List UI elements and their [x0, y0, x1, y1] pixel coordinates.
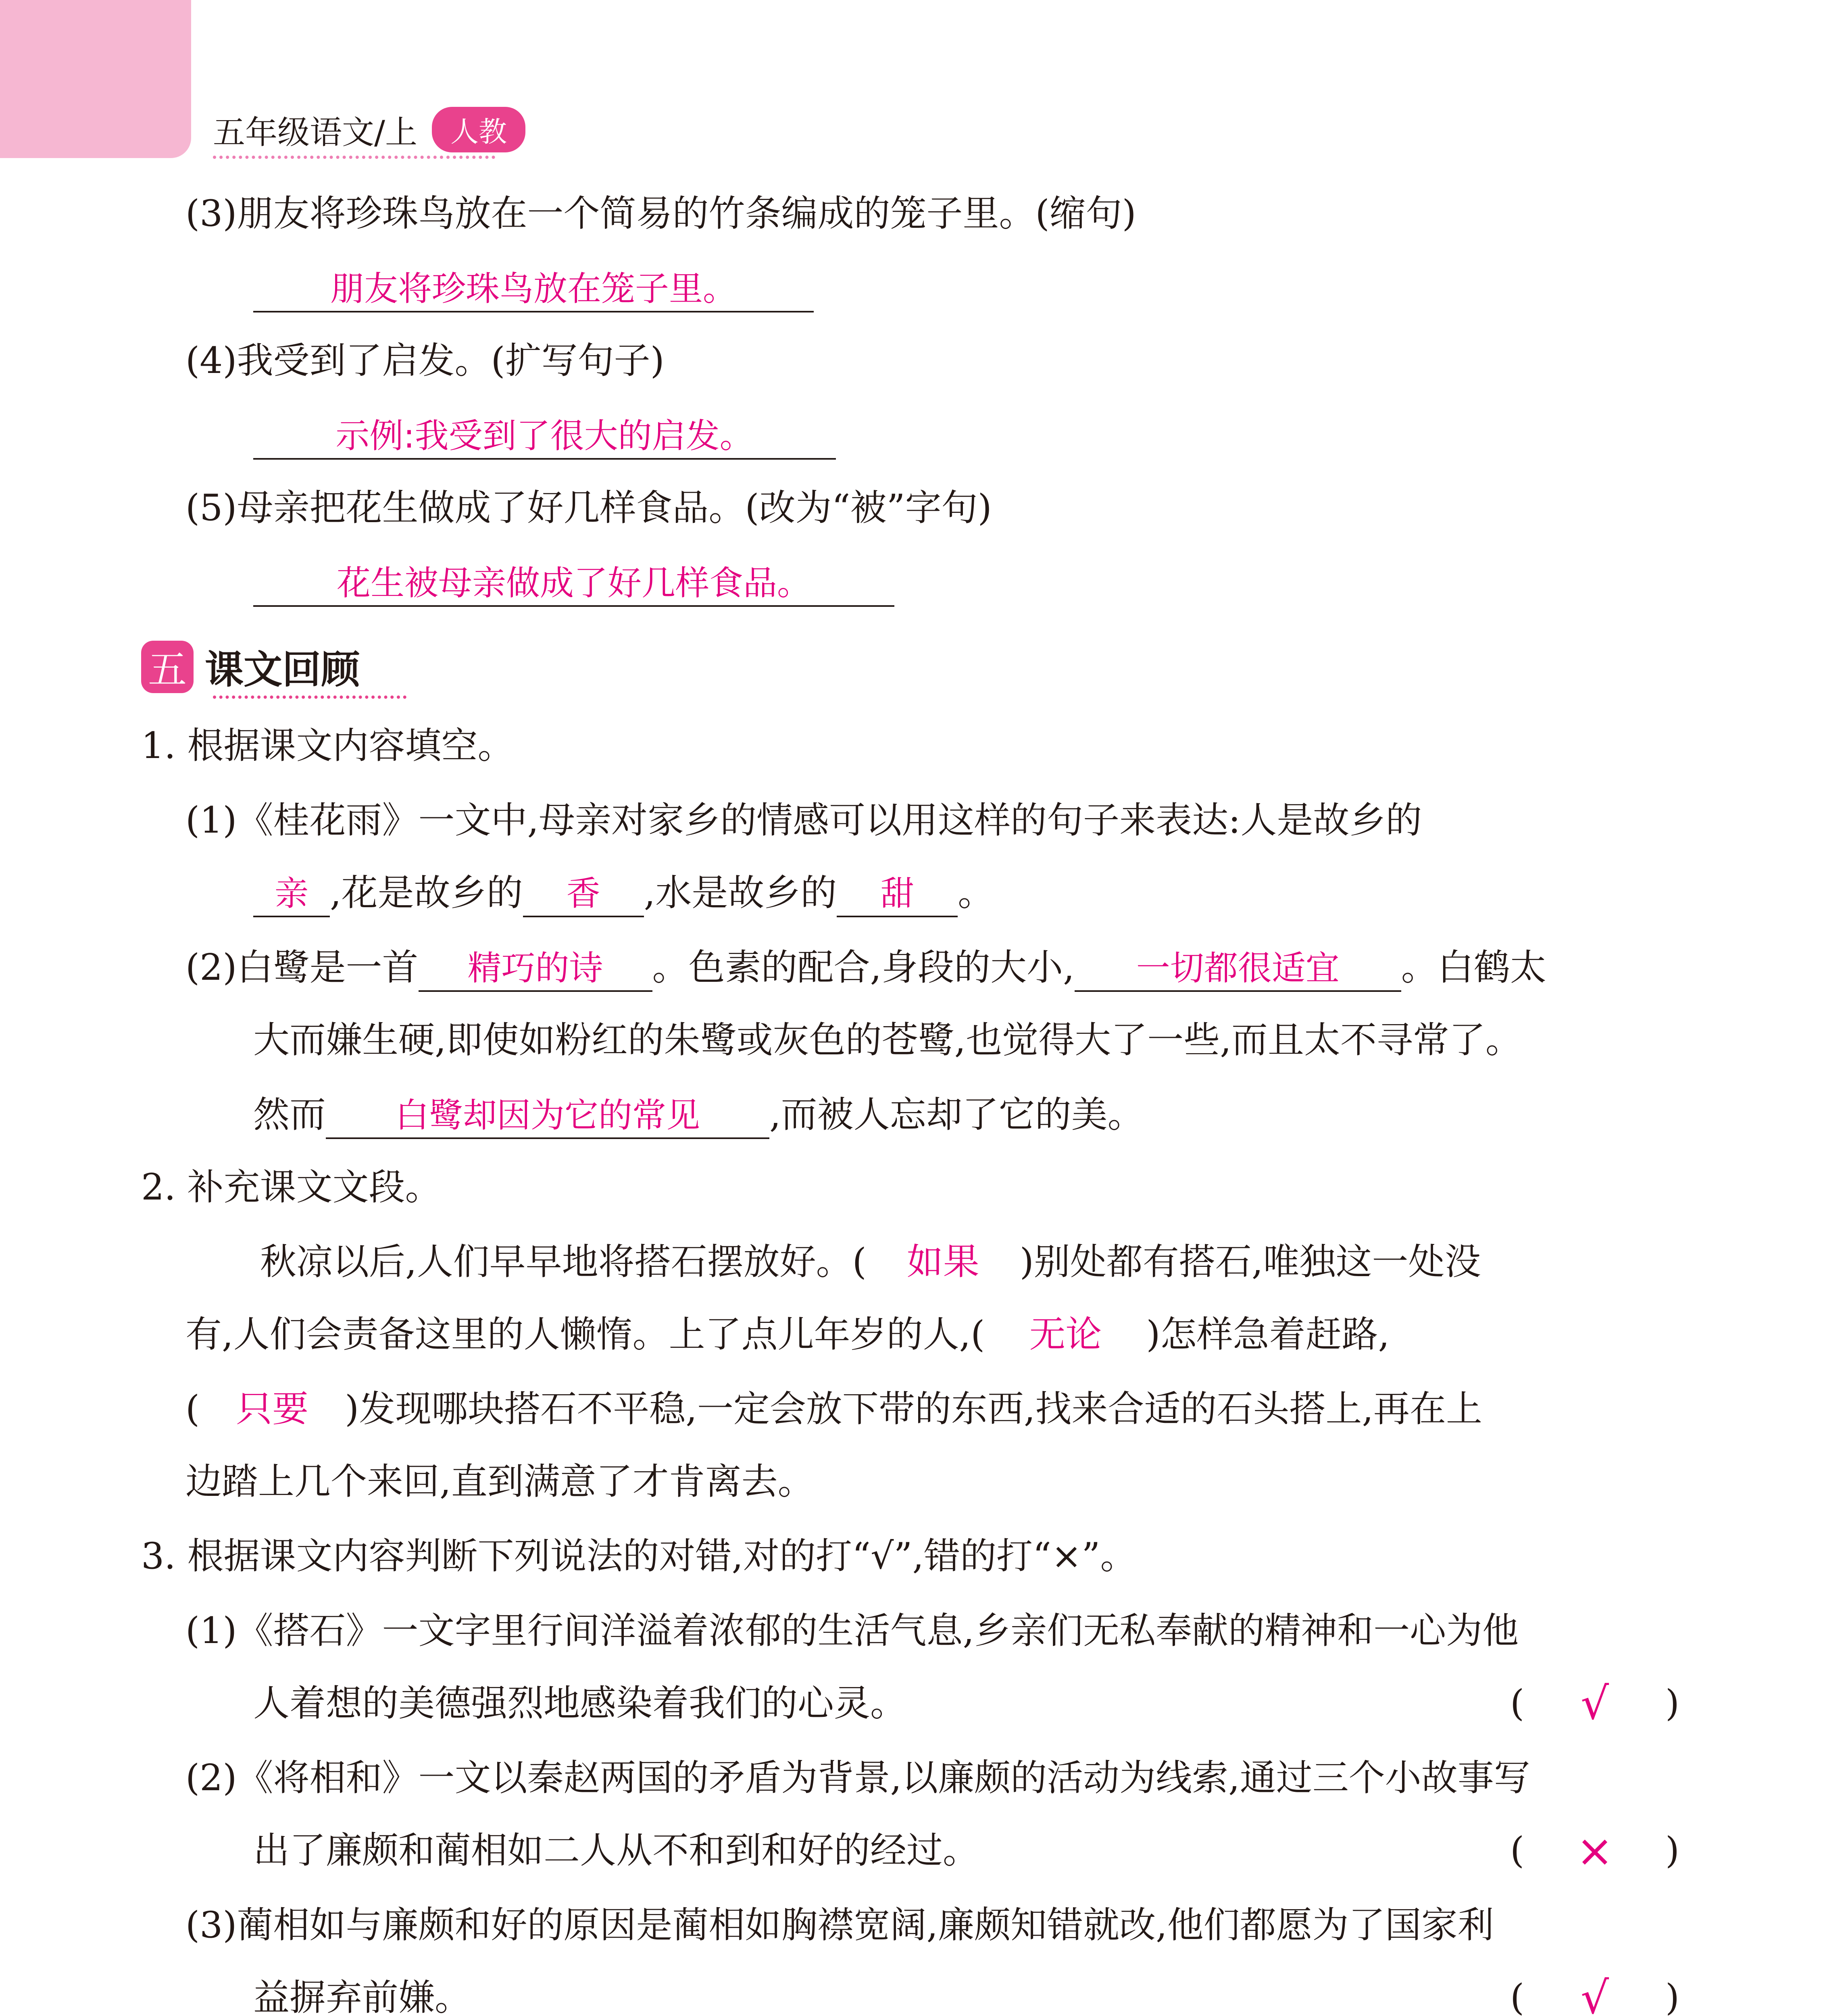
- rewrite-question-5: (5)母亲把花生做成了好几样食品。(改为“被”字句): [185, 487, 992, 529]
- q2-line2: [185, 1310, 1390, 1359]
- answer-text: 精巧的诗: [467, 948, 603, 988]
- text: (: [185, 1388, 200, 1430]
- text: 。色素的配合,身段的大小,: [652, 946, 1075, 989]
- paren: (: [1510, 1976, 1525, 2016]
- answer-text: 甜: [880, 874, 915, 913]
- q3-item3-judgement: [1510, 1974, 1679, 2016]
- q2-title: 2. 补充课文文段。: [141, 1166, 442, 1208]
- q3-item3-line1: (3)蔺相如与廉颇和好的原因是蔺相如胸襟宽阔,廉颇知错就改,他们都愿为了国家利: [185, 1904, 1494, 1946]
- section-heading: [141, 639, 360, 694]
- answer-text: 只要: [236, 1388, 309, 1430]
- text: )怎样急着赶路,: [1146, 1313, 1390, 1356]
- answer-text: 无论: [1029, 1313, 1102, 1356]
- answer-text: 一切都很适宜: [1136, 948, 1340, 988]
- paren: ): [1665, 1682, 1679, 1724]
- text: )别处都有搭石,唯独这一处没: [1019, 1241, 1481, 1283]
- paren: (: [1510, 1682, 1525, 1724]
- paren: (: [1510, 1829, 1525, 1872]
- q1-p1-line2: [253, 869, 994, 917]
- section-title: 课文回顾: [205, 647, 360, 692]
- q2-line4: 边踏上几个来回,直到满意了才肯离去。: [185, 1460, 814, 1503]
- q3-item2-line1: (2)《将相和》一文以秦赵两国的矛盾为背景,以廉颇的活动为线索,通过三个小故事写: [185, 1757, 1530, 1799]
- corner-decoration: [0, 0, 191, 158]
- answer-mark: ×: [1576, 1825, 1614, 1876]
- text: 然而: [253, 1093, 326, 1136]
- q3-item2-line2: 出了廉颇和蔺相如二人从不和到和好的经过。: [253, 1829, 979, 1872]
- q1-p2-line2: 大而嫌生硬,即使如粉红的朱鹭或灰色的苍鹭,也觉得大了一些,而且太不寻常了。: [253, 1019, 1522, 1061]
- q1-title: 1. 根据课文内容填空。: [141, 725, 514, 767]
- text: (2)白鹭是一首: [185, 946, 419, 989]
- rewrite-question-4: (4)我受到了启发。(扩写句子): [185, 339, 665, 382]
- rewrite-question-3: (3)朋友将珍珠鸟放在一个简易的竹条编成的笼子里。(缩句): [185, 192, 1136, 235]
- answer-text: 白鹭却因为它的常见: [395, 1095, 700, 1135]
- paren: ): [1665, 1829, 1679, 1872]
- answer-mark: √: [1580, 1972, 1609, 2016]
- rewrite-answer-5: [253, 558, 894, 607]
- text: 秋凉以后,人们早早地将搭石摆放好。(: [260, 1241, 867, 1283]
- q3-item1-line1: (1)《搭石》一文字里行间洋溢着浓郁的生活气息,乡亲们无私奉献的精神和一心为他: [185, 1610, 1519, 1652]
- text: ,水是故乡的: [644, 872, 837, 914]
- q3-title: 3. 根据课文内容判断下列说法的对错,对的打“√”,错的打“×”。: [141, 1535, 1137, 1577]
- text: ,而被人忘却了它的美。: [769, 1093, 1144, 1136]
- answer-text: 朋友将珍珠鸟放在笼子里。: [330, 269, 737, 308]
- section-number: 五: [141, 641, 194, 693]
- text: 。白鹤太: [1401, 946, 1546, 989]
- page-header: [213, 106, 525, 153]
- rewrite-answer-4: [253, 411, 836, 460]
- q1-p2-line1: [185, 943, 1546, 992]
- header-divider: [213, 156, 495, 159]
- edition-badge: 人教: [432, 107, 525, 152]
- grade-label: 五年级语文/上: [213, 113, 417, 151]
- answer-text: 花生被母亲做成了好几样食品。: [336, 563, 811, 603]
- text: )发现哪块搭石不平稳,一定会放下带的东西,找来合适的石头搭上,再在上: [345, 1388, 1483, 1430]
- answer-text: 示例:我受到了很大的启发。: [335, 416, 754, 456]
- text: 有,人们会责备这里的人懒惰。上了点儿年岁的人,(: [185, 1313, 985, 1356]
- q3-item2-judgement: [1510, 1826, 1679, 1875]
- section-underline: [213, 696, 406, 699]
- text: 。: [958, 872, 994, 914]
- rewrite-answer-3: [253, 264, 814, 312]
- answer-text: 亲: [274, 874, 308, 913]
- q2-line1: [260, 1238, 1481, 1286]
- paren: ): [1665, 1976, 1679, 2016]
- q3-item1-judgement: [1510, 1679, 1679, 1728]
- text: ,花是故乡的: [330, 872, 523, 914]
- q3-item3-line2: 益摒弃前嫌。: [253, 1976, 471, 2016]
- q2-line3: [185, 1385, 1482, 1433]
- q3-item1-line2: 人着想的美德强烈地感染着我们的心灵。: [253, 1682, 906, 1724]
- q1-p2-line3: [253, 1091, 1144, 1139]
- answer-text: 如果: [906, 1241, 979, 1283]
- answer-text: 香: [566, 874, 600, 913]
- q1-p1-line1: (1)《桂花雨》一文中,母亲对家乡的情感可以用这样的句子来表达:人是故乡的: [185, 799, 1422, 841]
- answer-mark: √: [1580, 1678, 1609, 1729]
